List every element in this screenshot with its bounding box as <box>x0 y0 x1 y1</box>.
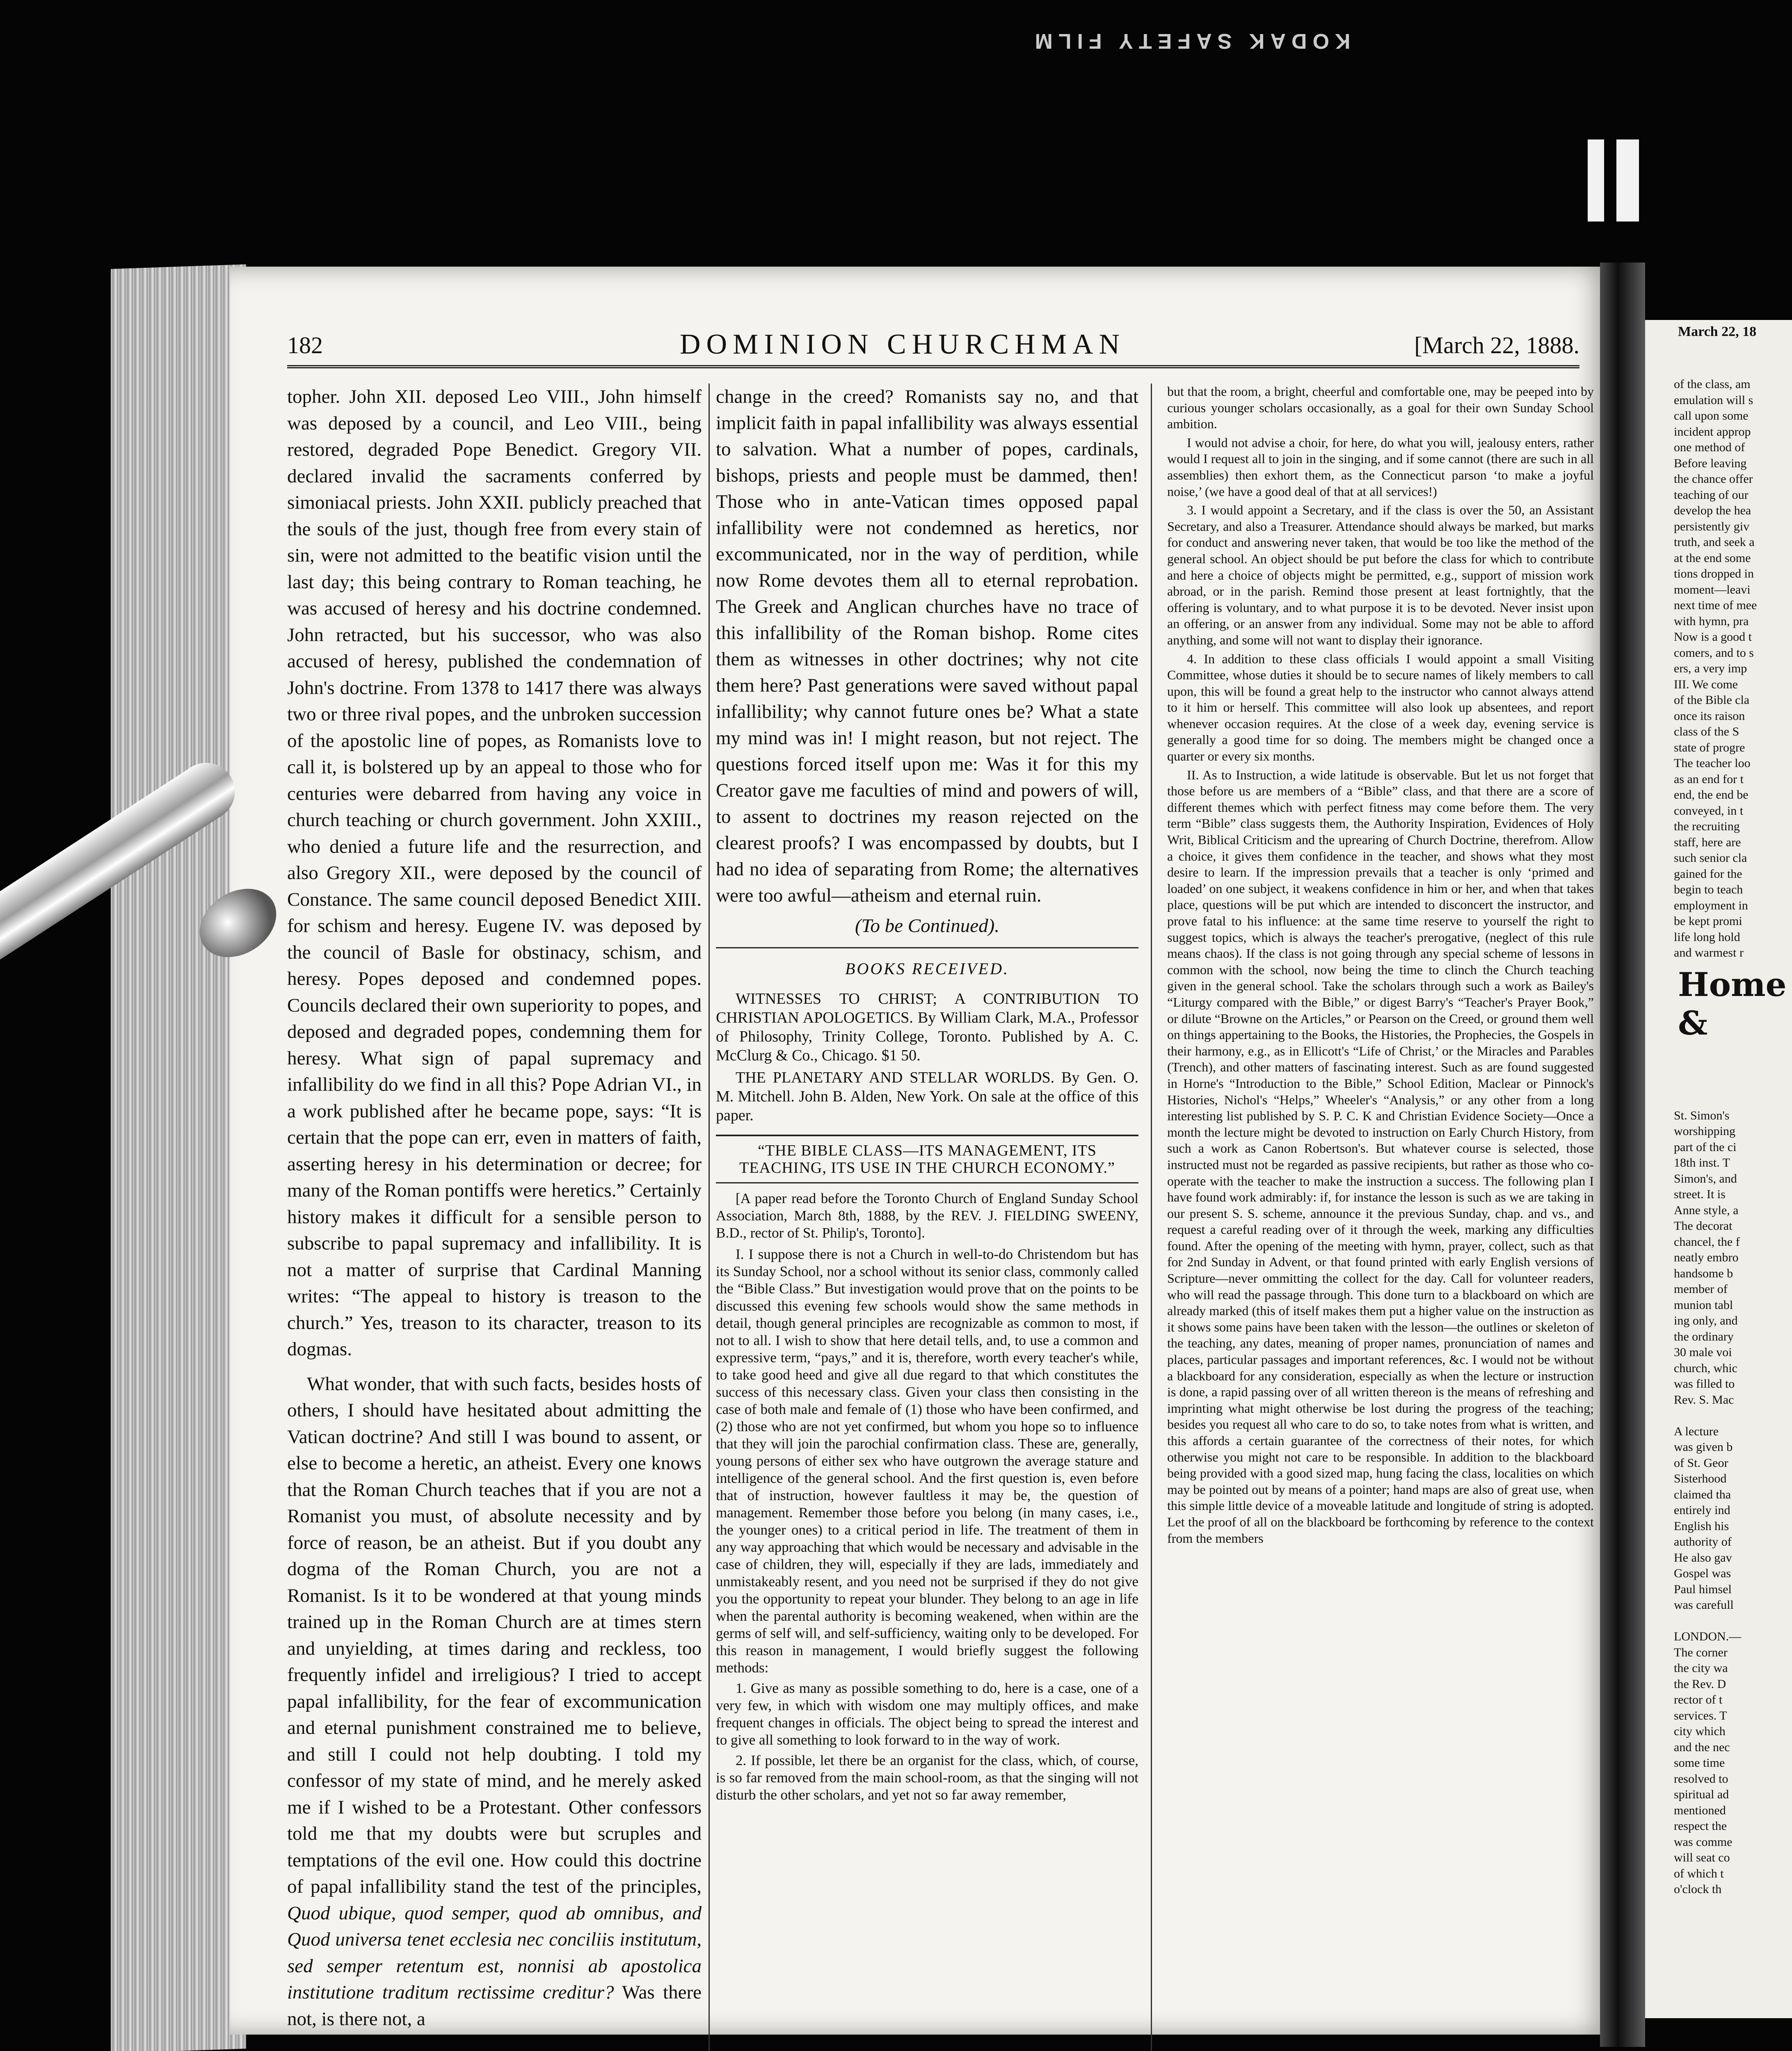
issue-date: [March 22, 1888. <box>1414 332 1579 359</box>
article-note: [A paper read before the Toronto Church of England Sunday School Association, March 8th, 1888, by the REV. J. FIELDING SWEENY, B.D., rector of St. Philip's, Toronto]. <box>716 1190 1138 1241</box>
latin-quote: Quod ubique, quod semper, quod ab omnibus, and Quod universa tenet ecclesia nec conciliis institutum, sed semper retentum est, nonnisi ab apostolica institutione traditum rectissime creditur? <box>287 1902 702 2003</box>
next-page <box>1645 320 1792 2018</box>
next-page-text: St. Simon's worshipping part of the ci 18th inst. T Simon's, and street. It is Anne style, a The decorat chancel, the f neatly embro handsome b member of munion tabl ing only, and the ordinary 30 male voi church, whic was filled to Rev. S. Mac A lecture was given b of St. Geor Sisterhood claimed tha entirely ind English his authority of He also gav Gospel was Paul himsel was carefull LONDON.— The corner the city wa the Rev. D rector of t services. T city which and the nec some time resolved to spiritual ad mentioned respect the was comme will seat co of which t o'clock th <box>1674 1108 1742 1896</box>
article-paragraph: 2. If possible, let there be an organist for the class, which, of course, is so far removed from the main school-room, as that the singing will not disturb the other scholars, and yet not so far away remember, <box>716 1752 1138 1803</box>
scanner-bar <box>1588 139 1604 222</box>
book-page-edges <box>111 264 246 2051</box>
book-entry: WITNESSES TO CHRIST; A CONTRIBUTION TO CHRISTIAN APOLOGETICS. By William Clark, M.A., Professor of Philosophy, Trinity College, Toronto. Published by A. C. McClurg & Co., Chicago. $1 50. <box>716 990 1138 1064</box>
paragraph-text: Was there not, is there not, a <box>287 1982 702 2030</box>
book-entry: THE PLANETARY AND STELLAR WORLDS. By Gen. O. M. Mitchell. John B. Alden, New York. On sale at the office of this paper. <box>716 1069 1138 1124</box>
journal-title: DOMINION CHURCHMAN <box>679 329 1126 360</box>
column-3 <box>1167 384 1594 1546</box>
page-number: 182 <box>287 332 323 359</box>
book-gutter <box>1600 263 1645 2047</box>
article-paragraph: 3. I would appoint a Secretary, and if the class is over the 50, an Assistant Secretary, and also a Treasurer. Attendance should always be marked, but marks for conduct and answering never taken, that would be too like the method of the general school. An object should be put before the class for which to contribute and here a choice of objects might be permitted, e.g., support of mission work abroad, or in the parish. Remind those present at least fortnightly, that the offering is voluntary, and to what purpose it is to be devoted. Never insist upon an offering, or an answer from any individual. Some may not be able to afford anything, and some will not want to display their ignorance. <box>1167 502 1594 647</box>
paragraph-text: What wonder, that with such facts, besides hosts of others, I should have hesitated about admitting the Vatican doctrine? And still I was bound to assent, or else to become a heretic, an atheist. Every one knows that the Roman Church teaches that if you are not a Romanist you must, of absolute necessity and by force of reason, be an atheist. But if you doubt any dogma of the Roman Church, you are not a Romanist. Is it to be wondered at that young minds trained up in the Roman Church are at times stern and unyielding, at times daring and reckless, too frequently infidel and irreligious? I tried to accept papal infallibility, for the fear of excommunication and eternal punishment constrained me to believe, and still I could not help doubting. I told my confessor of my state of mind, and he merely asked me if I wished to be a Protestant. Other confessors told me that my doubts were but scruples and temptations of the evil one. How could this doctrine of papal infallibility stand the test of the principles, <box>287 1373 702 1897</box>
next-page-text: of the class, am emulation will s call upon some incident approp one method of Before leaving the chance offer teaching of our develop the hea persistently giv truth, and seek a at the end some tions dropped in moment—leavi next time of mee with hymn, pra Now is a good t comers, and to s ers, a very imp III. We come of the Bible cla once its raison class of the S state of progre The teacher loo as an end for t end, the end be conveyed, in t the recruiting staff, here are such senior cla gained for the begin to teach employment in be kept promi life long hold and warmest r <box>1674 377 1757 959</box>
paragraph: change in the creed? Romanists say no, and that implicit faith in papal infallibility was always essential to salvation. What a number of popes, cardinals, bishops, priests and people must be dammed, then! Those who in ante-Vatican times opposed papal infallibility were not condemned as heretics, nor excommunicated, nor in the way of perdition, while now Rome devotes them all to eternal reprobation. The Greek and Anglican churches have no trace of this infallibility of the Roman bishop. Rome cites them as witnesses in other doctrines; why not cite them here? Past generations were saved without papal infallibility; why cannot future ones be? What a state my mind was in! I might reason, but not reject. The questions forced itself upon me: Was it for this my Creator gave me faculties of mind and powers of will, to assent to doctrines my reason rejected on the clearest proofs? I was encompassed by doubts, but I had no idea of separating from Rome; the alternatives were too awful—atheism and eternal ruin. <box>716 386 1138 906</box>
article-paragraph: but that the room, a bright, cheerful and comfortable one, may be peeped into by curious younger scholars occasionally, as a goal for their own Sunday School ambition. <box>1167 384 1594 432</box>
paragraph <box>287 1371 702 2033</box>
column-1 <box>287 384 702 2032</box>
article-title: “THE BIBLE CLASS—ITS MANAGEMENT, ITS TEACHING, ITS USE IN THE CHURCH ECONOMY.” <box>716 1135 1138 1183</box>
column-rule <box>709 384 710 2051</box>
column-2 <box>716 384 1138 1804</box>
scanner-bar <box>1616 139 1639 222</box>
article-paragraph: II. As to Instruction, a wide latitude is observable. But let us not forget that those before us are members of a “Bible” class, and that there are a score of different themes which with perfect fitness may come before them. The very term “Bible” class suggests them, the Authority Inspiration, Evidences of Holy Writ, Biblical Criticism and the uprearing of Church Doctrine, therefrom. Allow a choice, it gives them confidence in the teacher, and shows what they most desire to learn. If the impression prevails that a teacher is only ‘primed and loaded’ on one subject, it weakens confidence in him or her, and when that takes place, questions will be put which are intended to disconcert the instructor, and prove fatal to his influence: at the same time reserve to yourself the right to suggest topics, which is always the teacher's prerogative, (neglect of this rule means chaos). If the class is not going through any special scheme of lessons in common with the school, now being the time to clinch the Church teaching given in the general school. Take the scholars through such a work as Bailey's “Liturgy compared with the Bible,” or digest Barry's “Teacher's Prayer Book,” or dilute “Browne on the Articles,” or Pearson on the Creed, or ground them well on things appertaining to the Books, the Histories, the Prophecies, the Gospels in their harmony, e.g., as in Ellicott's “Life of Christ,’ or the Miracles and Parables (Trench), and other matters of fascinating interest. Such as are found suggested in Horne's “Introduction to the Bible,” School Edition, Maclear or Pinnock's Histories, Nichol's “Helps,” Wheeler's “Analysis,” or any other from a long interesting list published by S. P. C. K and Christian Evidence Society—Once a month the lecture might be devoted to instruction on Early Church History, from such a work as Canon Robertson's. But whatever course is selected, those instructed must not be regarded as passive recipients, but rather as those who co-operate with the teacher to make the instruction a success. The following plan I have found work admirably: if, for instance the lesson is such as we are taking in our present S. S. scheme, announce it the previous Sunday, chap. and vs., and request a careful reading over of it through the week, marking any difficulties found. After the opening of the meeting with hymn, prayer, collect, such as that for 2nd Sunday in Advent, or that found printed with early English versions of Scripture—never ommitting the collect for the day. Call for volunteer readers, who will read the passage through. This done turn to a blackboard on which are already marked (this of itself makes them put a higher value on the instruction as it shows some pains have been taken with the lesson—the outlines or skeleton of the teaching, any dates, meaning of proper names, pronunciation of names and places, particular passages and important references, &c. I would not be without a blackboard for any consideration, especially as when the lecture or instruction is done, a rapid passing over of all written thereon is the means of refreshing and imprinting what might otherwise be lost during the progress of the teaching; besides you request all who care to do so, to take notes from what is written, and this affords a certain guarantee of the correctness of their notes, for which otherwise you might not care to be responsible. In addition to the blackboard being provided with a good sized map, hung facing the class, localities on which may be pointed out by means of a pointer; hand maps are also of great use, when this simple little device of a moveable latitude and longitude of string is adopted. Let the proof of all on the blackboard be forthcoming by reference to the context from the members <box>1167 767 1594 1546</box>
next-page-section-title: Home & <box>1678 965 1787 1042</box>
page-header <box>287 328 1579 368</box>
article-paragraph: 1. Give as many as possible something to do, here is a case, one of a very few, in which with wisdom one may multiply offices, and make frequent changes in officials. The object being to spread the interest and to give all something to look forward to in the way of work. <box>716 1680 1138 1748</box>
to-be-continued: (To be Continued). <box>855 915 1000 936</box>
scanner-top-strip: KODAK SAFETY FILM <box>1029 29 1351 53</box>
article-paragraph: 4. In addition to these class officials I would appoint a small Visiting Committee, whose duties it should be to secure names of likely members to call upon, this will be found a great help to the instructor who cannot always attend to it him or herself. This committee will also look up absentees, and report whenever occasion requires. At the close of a week day, evening service is generally a good time for so doing. The members might be changed once a quarter or every six months. <box>1167 651 1594 764</box>
books-received-heading: BOOKS RECEIVED. <box>716 947 1138 982</box>
article-paragraph: I. I suppose there is not a Church in well-to-do Christendom but has its Sunday School, nor a school without its senior class, commonly called the “Bible Class.” But investigation would prove that on the points to be discussed this evening few schools would show the same methods in detail, though general principles are recognizable as common to most, if not to all. I wish to show that here detail tells, and, to use a common and expressive term, “pays,” and it is, therefore, worth every teacher's while, to take good heed and give all due regard to that which constitutes the success of this necessary class. Given your class then consisting in the case of both male and female of (1) those who have been confirmed, and (2) those who are not yet confirmed, but whom you hope so to influence that they will join the parochial confirmation class. These are, generally, young persons of either sex who have outgrown the average stature and intelligence of the general school. And the first question is, even before that of instruction, however faultless it may be, the question of management. Remember those before you belong (in many cases, i.e., the younger ones) to a critical period in life. The treatment of them in any way approaching that which would be necessary and advisable in the case of children, they will, especially if they are lads, immediately and unmistakeably resent, and you need not be surprised if they do not give you the opportunity to repeat your blunder. They belong to an age in life when the parental authority is becoming weakened, when within are the germs of self will, and self-sufficiency, waiting only to be developed. For this reason in management, I would briefly suggest the following methods: <box>716 1246 1138 1676</box>
next-page-header: March 22, 18 <box>1678 324 1757 339</box>
article-paragraph: I would not advise a choir, for here, do what you will, jealousy enters, rather would I request all to join in the singing, and if some cannot (there are such in all assemblies) then exhort them, as the Connecticut parson ‘to make a joyful noise,’ (we have a good deal of that at all services!) <box>1167 435 1594 499</box>
column-rule <box>1151 384 1152 2051</box>
paragraph: topher. John XII. deposed Leo VIII., John himself was deposed by a council, and Leo VIII., being restored, degraded Pope Benedict. Gregory VII. declared invalid the sacraments conferred by simoniacal priests. John XXII. publicly preached that the souls of the just, though free from every stain of sin, were not admitted to the beatific vision until the last day; this being contrary to Roman teaching, he was accused of heresy and his doctrine condemned. John retracted, but his successor, who was also accused of heresy, published the condemnation of John's doctrine. From 1378 to 1417 there was always two or three rival popes, and the unbroken succession of the apostolic line of popes, as Romanists love to call it, is bolstered up by an appeal to those who for centuries were debarred from having any voice in church teaching or church government. John XXIII., who denied a future life and the resurrection, and also Gregory XII., were deposed by the council of Constance. The same council deposed Benedict XIII. for schism and heresy. Eugene IV. was deposed by the council of Basle for obstinacy, schism, and heresy. Popes deposed and condemned popes. Councils declared their own superiority to popes, and deposed and degraded popes, condemning them for heresy. What sign of papal supremacy and infallibility do we find in all this? Pope Adrian VI., in a work published after he became pope, says: “It is certain that the pope can err, even in matters of faith, asserting heresy in his determination or decree; for many of the Roman pontiffs were heretics.” Certainly history makes it difficult for a sensible person to subscribe to papal supremacy and infallibility. It is not a matter of surprise that Cardinal Manning writes: “The appeal to history is treason to the church.” Yes, treason to its character, treason to its dogmas. <box>287 386 702 1360</box>
